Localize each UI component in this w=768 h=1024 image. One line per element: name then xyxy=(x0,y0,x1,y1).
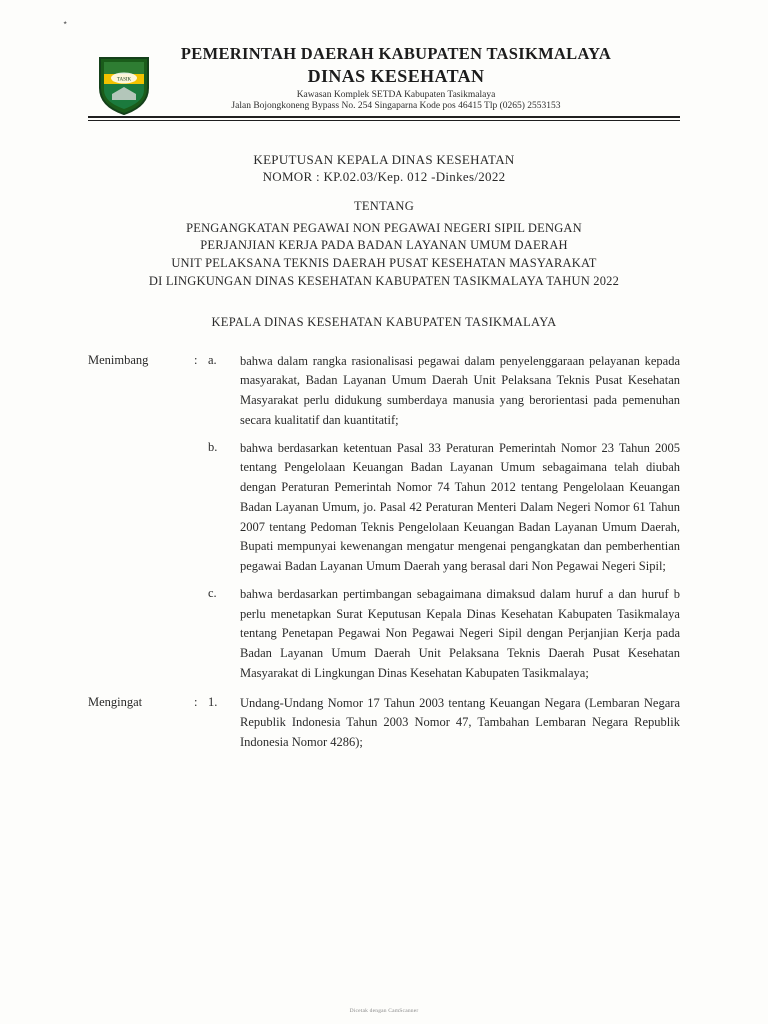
decree-heading: KEPUTUSAN KEPALA DINAS KESEHATAN xyxy=(253,151,515,167)
clause-list xyxy=(88,352,680,753)
clause-label-menimbang: Menimbang xyxy=(88,352,149,367)
letterhead-divider-thick xyxy=(88,116,680,118)
clause-label-spacer xyxy=(88,439,194,440)
clause-text: bahwa dalam rangka rasionalisasi pegawai dalam penyelenggaraan pelayanan kepada masyarakat, Badan Layanan Umum Daerah Unit Pelaksana Teknis Pusat Kesehatan Masyarakat perlu didukung sumberdaya manusia yang berorientasi pada pemenuhan secara kualitatif dan kuantitatif; xyxy=(240,353,680,427)
scanner-watermark: Dicetak dengan CamScanner xyxy=(349,1008,419,1014)
subject-line-4: DI LINGKUNGAN DINAS KESEHATAN KABUPATEN TASIKMALAYA TAHUN 2022 xyxy=(148,273,620,288)
clause-menimbang-a xyxy=(88,352,680,431)
scan-corner-mark: ٭ xyxy=(63,18,68,27)
clause-colon: : xyxy=(194,352,198,367)
clause-colon-spacer xyxy=(194,439,208,440)
letterhead xyxy=(88,44,680,125)
clause-text: Undang-Undang Nomor 17 Tahun 2003 tentang Keuangan Negara (Lembaran Negara Republik Indonesia Tahun 2003 Nomor 47, Tambahan Lembaran Negara Republik Indonesia Nomor 4286); xyxy=(240,695,680,750)
decree-number: NOMOR : KP.02.03/Kep. 012 -Dinkes/2022 xyxy=(262,169,506,185)
svg-text:TASIK: TASIK xyxy=(116,77,132,83)
decree-title-block xyxy=(88,151,680,216)
clause-label-spacer xyxy=(88,585,194,586)
clause-marker: 1. xyxy=(208,694,218,709)
decree-tentang-label: TENTANG xyxy=(353,199,415,214)
subject-line-1: PENGANGKATAN PEGAWAI NON PEGAWAI NEGERI SIPIL DENGAN xyxy=(186,220,582,235)
clause-label-mengingat: Mengingat xyxy=(88,694,143,709)
issuing-authority: KEPALA DINAS KESEHATAN KABUPATEN TASIKMALAYA xyxy=(211,314,557,329)
clause-colon-spacer xyxy=(194,585,208,586)
clause-marker: b. xyxy=(208,439,218,454)
letterhead-divider-thin xyxy=(88,120,680,121)
clause-menimbang-b xyxy=(88,439,680,577)
subject-line-2: PERJANJIAN KERJA PADA BADAN LAYANAN UMUM DAERAH xyxy=(200,238,568,253)
clause-colon: : xyxy=(194,694,198,709)
clause-text: bahwa berdasarkan ketentuan Pasal 33 Peraturan Pemerintah Nomor 23 Tahun 2005 tentang Pengelolaan Keuangan Badan Layanan Umum sebagaimana telah diubah dengan Peraturan Pemerintah Nomor 74 Tahun 2012 tentang Pengelolaan Keuangan Badan Layanan Umum, jo. Pasal 42 Peraturan Menteri Dalam Negeri Nomor 61 Tahun 2007 tentang Pedoman Teknis Pengelolaan Keuangan Badan Layanan Umum Daerah, Bupati mempunyai kewenangan mengatur mengenai pengangkatan dan pemberhentian pegawai Badan Layanan Umum Daerah yang berasal dari Non Pegawai Negeri Sipil; xyxy=(240,440,680,574)
document-body xyxy=(88,44,680,755)
clause-marker: c. xyxy=(208,585,217,600)
letterhead-line-2: DINAS KESEHATAN xyxy=(307,66,485,86)
letterhead-line-1: PEMERINTAH DAERAH KABUPATEN TASIKMALAYA xyxy=(180,44,612,63)
decree-subject-block xyxy=(88,220,680,291)
clause-mengingat-1 xyxy=(88,694,680,753)
clause-menimbang-c xyxy=(88,585,680,684)
subject-line-3: UNIT PELAKSANA TEKNIS DAERAH PUSAT KESEHATAN MASYARAKAT xyxy=(171,256,597,271)
letterhead-line-3: Kawasan Komplek SETDA Kabupaten Tasikmalaya xyxy=(296,90,496,100)
clause-marker: a. xyxy=(208,352,217,367)
clause-text: bahwa berdasarkan pertimbangan sebagaimana dimaksud dalam huruf a dan huruf b perlu menetapkan Surat Keputusan Kepala Dinas Kesehatan Kabupaten Tasikmalaya tentang Penetapan Pegawai Non Pegawai Negeri Sipil dengan Perjanjian Kerja pada Badan Layanan Umum Daerah Unit Pelaksana Teknis Daerah Pusat Kesehatan Masyarakat di Lingkungan Dinas Kesehatan Kabupaten Tasikmalaya; xyxy=(240,586,680,680)
tasikmalaya-regency-emblem-icon xyxy=(96,54,152,116)
letterhead-line-4: Jalan Bojongkoneng Bypass No. 254 Singaparna Kode pos 46415 Tlp (0265) 2553153 xyxy=(231,101,561,111)
